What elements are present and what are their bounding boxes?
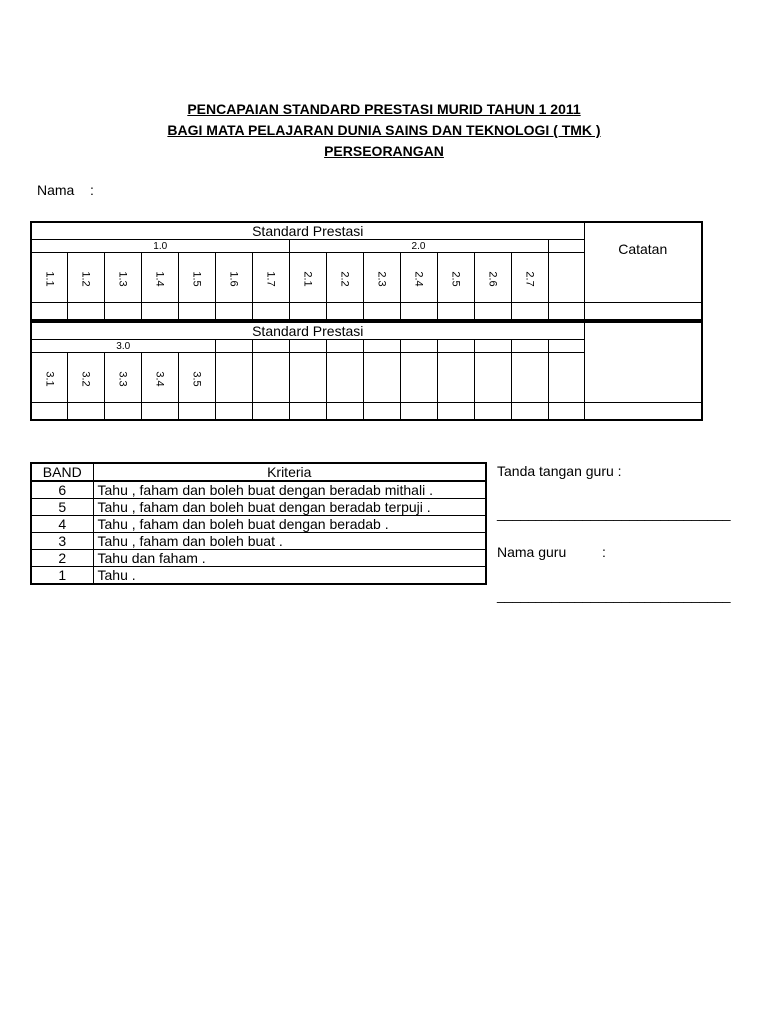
empty-cell <box>511 340 548 353</box>
entry-cell[interactable] <box>104 303 141 320</box>
code-cell: 1.5 <box>178 253 215 303</box>
band-value: 6 <box>31 481 93 499</box>
code-cell: 2.2 <box>326 253 363 303</box>
entry-cell[interactable] <box>511 403 548 420</box>
empty-cell <box>215 340 252 353</box>
entry-row <box>31 403 702 420</box>
catatan-header: Catatan <box>584 222 702 303</box>
group-2-0-header: 2.0 <box>289 240 548 253</box>
standard-prestasi-table-1 <box>30 221 703 321</box>
entry-cell[interactable] <box>215 403 252 420</box>
code-cell: 3.5 <box>178 353 215 403</box>
kriteria-value: Tahu , faham dan boleh buat dengan beradab terpuji . <box>93 499 486 516</box>
kriteria-value: Tahu , faham dan boleh buat dengan beradab . <box>93 516 486 533</box>
entry-row <box>31 303 702 320</box>
band-value: 2 <box>31 550 93 567</box>
empty-cell <box>437 353 474 403</box>
entry-cell[interactable] <box>215 303 252 320</box>
empty-cell <box>363 340 400 353</box>
group-3-0-header: 3.0 <box>31 340 215 353</box>
empty-cell <box>400 340 437 353</box>
entry-cell[interactable] <box>289 303 326 320</box>
band-value: 1 <box>31 567 93 585</box>
code-cell: 2.1 <box>289 253 326 303</box>
band-row <box>31 533 486 550</box>
code-cell: 3.3 <box>104 353 141 403</box>
entry-cell[interactable] <box>289 403 326 420</box>
empty-cell <box>548 340 584 353</box>
entry-cell[interactable] <box>548 403 584 420</box>
band-value: 5 <box>31 499 93 516</box>
entry-cell[interactable] <box>178 403 215 420</box>
kriteria-value: Tahu dan faham . <box>93 550 486 567</box>
code-cell: 1.4 <box>141 253 178 303</box>
empty-cell <box>437 340 474 353</box>
title-line-2: BAGI MATA PELAJARAN DUNIA SAINS DAN TEKNOLOGI ( TMK ) <box>167 122 601 138</box>
entry-cell[interactable] <box>437 403 474 420</box>
empty-cell <box>326 340 363 353</box>
empty-cell <box>252 353 289 403</box>
code-cell: 1.6 <box>215 253 252 303</box>
empty-cell <box>252 340 289 353</box>
code-cell: 2.5 <box>437 253 474 303</box>
kriteria-column-header: Kriteria <box>93 463 486 481</box>
tanda-tangan-guru-label: Tanda tangan guru : <box>497 463 622 479</box>
code-cell: 2.7 <box>511 253 548 303</box>
empty-cell <box>363 353 400 403</box>
kriteria-value: Tahu , faham dan boleh buat dengan beradab mithali . <box>93 481 486 499</box>
entry-cell[interactable] <box>178 303 215 320</box>
band-column-header: BAND <box>31 463 93 481</box>
group-1-0-header: 1.0 <box>31 240 289 253</box>
band-criteria-table <box>30 462 487 585</box>
empty-cell <box>548 240 584 253</box>
entry-cell[interactable] <box>511 303 548 320</box>
empty-cell <box>548 253 584 303</box>
entry-cell[interactable] <box>437 303 474 320</box>
entry-cell[interactable] <box>474 403 511 420</box>
nama-label: Nama <box>37 182 75 198</box>
catatan-entry-cell[interactable] <box>584 303 702 320</box>
nama-guru-label: Nama guru <box>497 544 567 560</box>
empty-cell <box>548 353 584 403</box>
code-cell: 3.1 <box>31 353 67 403</box>
nama-guru-line[interactable]: ______________________________ <box>497 587 731 603</box>
entry-cell[interactable] <box>252 303 289 320</box>
empty-cell <box>400 353 437 403</box>
code-cell: 1.2 <box>67 253 104 303</box>
code-cell: 1.3 <box>104 253 141 303</box>
standard-prestasi-table-2 <box>30 321 703 421</box>
entry-cell[interactable] <box>326 303 363 320</box>
empty-cell <box>326 353 363 403</box>
code-cell: 1.1 <box>31 253 67 303</box>
standard-prestasi-header: Standard Prestasi <box>31 222 584 240</box>
tanda-tangan-line[interactable]: ______________________________ <box>497 505 731 521</box>
entry-cell[interactable] <box>31 303 67 320</box>
catatan-cell[interactable] <box>584 322 702 403</box>
band-row <box>31 550 486 567</box>
entry-cell[interactable] <box>474 303 511 320</box>
empty-cell <box>289 353 326 403</box>
entry-cell[interactable] <box>31 403 67 420</box>
empty-cell <box>511 353 548 403</box>
code-cell: 2.4 <box>400 253 437 303</box>
entry-cell[interactable] <box>400 303 437 320</box>
entry-cell[interactable] <box>141 403 178 420</box>
nama-guru-colon: : <box>602 544 606 560</box>
band-value: 3 <box>31 533 93 550</box>
catatan-entry-cell[interactable] <box>584 403 702 420</box>
empty-cell <box>215 353 252 403</box>
kriteria-value: Tahu , faham dan boleh buat . <box>93 533 486 550</box>
entry-cell[interactable] <box>67 403 104 420</box>
code-cell: 2.6 <box>474 253 511 303</box>
entry-cell[interactable] <box>326 403 363 420</box>
empty-cell <box>289 340 326 353</box>
band-row <box>31 516 486 533</box>
empty-cell <box>474 340 511 353</box>
standard-prestasi-header: Standard Prestasi <box>31 322 584 340</box>
code-cell: 3.2 <box>67 353 104 403</box>
code-cell: 3.4 <box>141 353 178 403</box>
empty-cell <box>474 353 511 403</box>
entry-cell[interactable] <box>363 303 400 320</box>
entry-cell[interactable] <box>252 403 289 420</box>
entry-cell[interactable] <box>104 403 141 420</box>
entry-cell[interactable] <box>400 403 437 420</box>
entry-cell[interactable] <box>67 303 104 320</box>
band-row <box>31 499 486 516</box>
entry-cell[interactable] <box>548 303 584 320</box>
band-row <box>31 567 486 585</box>
title-line-3: PERSEORANGAN <box>324 143 444 159</box>
kriteria-value: Tahu . <box>93 567 486 585</box>
band-value: 4 <box>31 516 93 533</box>
entry-cell[interactable] <box>363 403 400 420</box>
code-cell: 1.7 <box>252 253 289 303</box>
entry-cell[interactable] <box>141 303 178 320</box>
nama-colon: : <box>90 182 94 198</box>
band-row <box>31 481 486 499</box>
code-cell: 2.3 <box>363 253 400 303</box>
title-line-1: PENCAPAIAN STANDARD PRESTASI MURID TAHUN 1 2011 <box>187 101 581 117</box>
